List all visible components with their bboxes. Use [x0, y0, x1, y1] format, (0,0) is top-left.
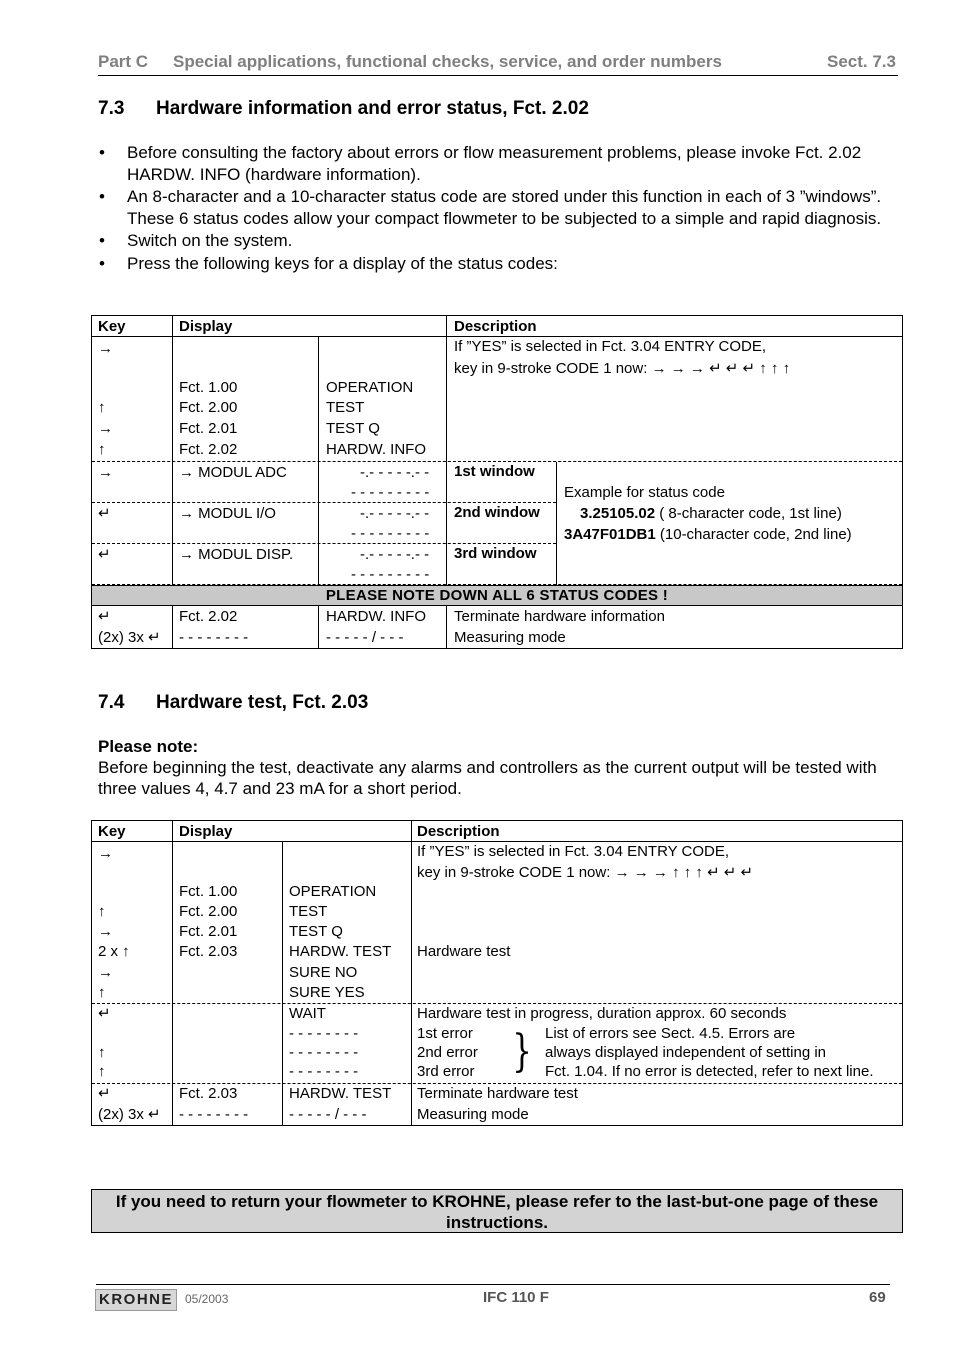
header-section: Sect. 7.3 — [827, 52, 896, 71]
bullet-item: • Switch on the system. — [98, 230, 898, 252]
col-header-key: Key — [98, 823, 126, 840]
section-title: Hardware test, Fct. 2.03 — [156, 692, 369, 713]
description-text: key in 9-stroke CODE 1 now: → → → ↑ ↑ ↑ ↵ ↵ ↵ — [417, 864, 754, 881]
function-name: - - - - - / - - - — [326, 629, 404, 646]
key-cell: → — [98, 964, 113, 981]
description-text: Measuring mode — [454, 629, 566, 646]
col-divider — [556, 462, 557, 585]
window-label: 2nd window — [454, 504, 540, 521]
key-cell: → — [98, 420, 113, 437]
col-header-description: Description — [454, 318, 537, 335]
note-title: Please note: — [98, 737, 199, 756]
status-placeholder: - - - - - - - - - — [351, 525, 430, 542]
key-cell: (2x) 3x ↵ — [98, 1106, 161, 1123]
dashed-rule — [92, 1003, 902, 1004]
bullet-item: • Before consulting the factory about errors or flow measurement problems, please invoke Fct. 2.02 HARDW. INFO (hardware information). — [98, 142, 898, 185]
status-placeholder: - - - - - - - - — [289, 1025, 359, 1042]
window-label: 1st window — [454, 463, 535, 480]
function-name: HARDW. INFO — [326, 608, 426, 625]
header-rule — [98, 75, 898, 76]
key-cell: ↑ — [98, 903, 106, 920]
example-code: 3A47F01DB1 — [564, 526, 656, 543]
function-number: Fct. 2.01 — [179, 923, 238, 940]
function-number: Fct. 2.03 — [179, 1085, 238, 1102]
description-text: Measuring mode — [417, 1106, 529, 1123]
example-line — [580, 505, 842, 523]
error-description: Fct. 1.04. If no error is detected, refer to next line. — [545, 1063, 874, 1080]
function-number: Fct. 2.02 — [179, 441, 238, 458]
key-cell: ↵ — [98, 505, 111, 522]
key-cell: ↑ — [98, 399, 106, 416]
function-name: HARDW. TEST — [289, 1085, 392, 1102]
section-number: 7.4 — [98, 692, 125, 713]
function-name: OPERATION — [326, 379, 414, 396]
key-cell: → — [98, 845, 113, 862]
dashed-rule — [92, 461, 902, 462]
description-text: Hardware test in progress, duration approx. 60 seconds — [417, 1005, 787, 1022]
error-label: 2nd error — [417, 1044, 478, 1061]
function-name: WAIT — [289, 1005, 326, 1022]
status-placeholder: - - - - - - - - — [289, 1044, 359, 1061]
footer-date: 05/2003 — [185, 1292, 229, 1306]
description-text: key in 9-stroke CODE 1 now: → → → ↵ ↵ ↵ ↑ ↑ ↑ — [454, 360, 791, 377]
note-text: Before beginning the test, deactivate any alarms and controllers as the current output will be tested with three values 4, 4.7 and 23 mA for a short period. — [98, 758, 877, 798]
bullet-item: • Press the following keys for a display of the status codes: — [98, 253, 898, 275]
header-part: Part C — [98, 52, 149, 71]
error-label: 3rd error — [417, 1063, 475, 1080]
function-name: SURE YES — [289, 984, 365, 1001]
error-description: always displayed independent of setting in — [545, 1044, 827, 1061]
key-cell: ↵ — [98, 1005, 111, 1022]
col-divider — [172, 821, 173, 1126]
header-row-rule — [92, 336, 902, 337]
status-placeholder: -.- - - - -.- - — [360, 546, 430, 563]
module-name: → MODUL ADC — [179, 464, 287, 481]
key-cell: ↵ — [98, 1085, 111, 1102]
bullet-list — [98, 142, 898, 275]
function-number: - - - - - - - - — [179, 1106, 249, 1123]
key-cell: (2x) 3x ↵ — [98, 629, 161, 646]
status-placeholder: -.- - - - -.- - — [360, 464, 430, 481]
page-number: 69 — [869, 1289, 886, 1306]
col-divider — [411, 821, 412, 1126]
section-title: Hardware information and error status, Fct. 2.02 — [156, 98, 589, 119]
description-text: Hardware test — [417, 943, 511, 960]
curly-brace-icon: } — [512, 1026, 532, 1077]
function-number: Fct. 2.03 — [179, 943, 238, 960]
example-note: (10-character code, 2nd line) — [655, 526, 852, 543]
dashed-rule — [92, 543, 556, 544]
function-number: Fct. 1.00 — [179, 379, 238, 396]
col-header-description: Description — [417, 823, 500, 840]
example-line — [564, 526, 852, 544]
header-row-rule — [92, 841, 902, 842]
description-text: Terminate hardware test — [417, 1085, 578, 1102]
col-header-display: Display — [179, 823, 233, 840]
function-number: Fct. 2.01 — [179, 420, 238, 437]
module-name: → MODUL DISP. — [179, 546, 294, 563]
status-code-table — [91, 315, 903, 649]
function-name: TEST — [326, 399, 365, 416]
status-placeholder: - - - - - - - - — [289, 1063, 359, 1080]
function-name: - - - - - / - - - — [289, 1106, 367, 1123]
function-name: TEST Q — [289, 923, 343, 940]
key-cell: ↑ — [98, 984, 106, 1001]
section-number: 7.3 — [98, 98, 125, 119]
col-header-display: Display — [179, 318, 233, 335]
key-cell: → — [98, 923, 113, 940]
krohne-logo: KROHNE — [95, 1289, 177, 1311]
function-name: OPERATION — [289, 883, 377, 900]
example-code: 3.25105.02 — [580, 505, 656, 522]
key-cell: ↵ — [98, 546, 111, 563]
status-placeholder: - - - - - - - - - — [351, 484, 430, 501]
function-name: HARDW. TEST — [289, 943, 392, 960]
key-cell: → — [98, 340, 113, 357]
example-note: ( 8-character code, 1st line) — [655, 505, 842, 522]
footer-model: IFC 110 F — [483, 1289, 549, 1306]
key-cell: 2 x ↑ — [98, 943, 130, 960]
function-name: SURE NO — [289, 964, 358, 981]
description-text: If ”YES” is selected in Fct. 3.04 ENTRY CODE, — [417, 843, 730, 860]
col-divider — [318, 606, 319, 649]
key-cell: ↵ — [98, 608, 111, 625]
example-title: Example for status code — [564, 484, 725, 501]
header-title: Special applications, functional checks, service, and order numbers — [173, 52, 722, 71]
key-cell: → — [98, 464, 113, 481]
description-text: If ”YES” is selected in Fct. 3.04 ENTRY CODE, — [454, 338, 767, 355]
key-cell: ↑ — [98, 441, 106, 458]
key-cell: ↑ — [98, 1044, 106, 1061]
footer-rule — [96, 1284, 890, 1285]
hardware-test-table — [91, 820, 903, 1126]
function-number: Fct. 2.02 — [179, 608, 238, 625]
function-name: HARDW. INFO — [326, 441, 426, 458]
function-name: TEST — [289, 903, 328, 920]
function-name: TEST Q — [326, 420, 380, 437]
window-label: 3rd window — [454, 545, 537, 562]
module-name: → MODUL I/O — [179, 505, 276, 522]
function-number: Fct. 1.00 — [179, 883, 238, 900]
key-cell: ↑ — [98, 1063, 106, 1080]
function-number: - - - - - - - - — [179, 629, 249, 646]
col-header-key: Key — [98, 318, 126, 335]
status-placeholder: - - - - - - - - - — [351, 566, 430, 583]
note-band: PLEASE NOTE DOWN ALL 6 STATUS CODES ! — [92, 585, 902, 606]
description-text: Terminate hardware information — [454, 608, 665, 625]
function-number: Fct. 2.00 — [179, 399, 238, 416]
dashed-rule — [92, 502, 556, 503]
return-instructions-box: If you need to return your flowmeter to KROHNE, please refer to the last-but-one page of these instructions. — [91, 1189, 903, 1233]
error-description: List of errors see Sect. 4.5. Errors are — [545, 1025, 796, 1042]
bullet-item: • An 8-character and a 10-character status code are stored under this function in each of 3 ”windows”. These 6 status codes allow your compact flowmeter to be subjected to a simple and rapid diagnosis. — [98, 186, 898, 229]
dashed-rule — [92, 1083, 902, 1084]
status-placeholder: -.- - - - -.- - — [360, 505, 430, 522]
error-label: 1st error — [417, 1025, 473, 1042]
function-number: Fct. 2.00 — [179, 903, 238, 920]
